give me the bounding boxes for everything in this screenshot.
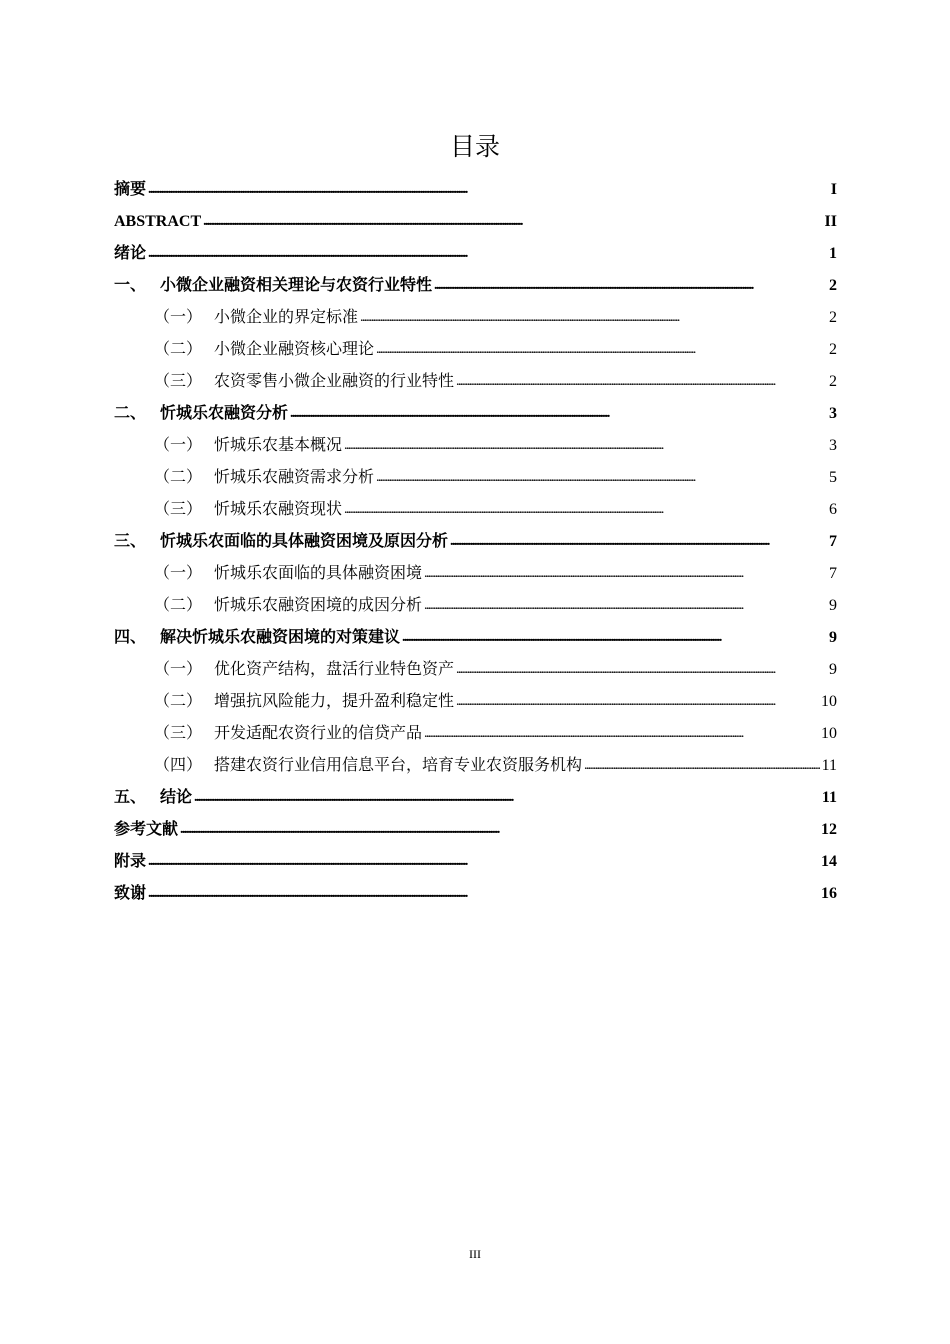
dot-leader: [424, 596, 827, 616]
toc-entry[interactable]: [114, 270, 837, 302]
toc-entry-page: 6: [829, 501, 837, 518]
toc-entry[interactable]: [114, 462, 837, 494]
toc-entry-number: （三）: [154, 373, 203, 390]
toc-entry-label: 摘要: [114, 181, 147, 198]
toc-entry[interactable]: [114, 526, 837, 558]
toc-entry[interactable]: [114, 654, 837, 686]
toc-entry-page: 2: [829, 309, 837, 326]
dot-leader: [434, 276, 827, 296]
toc-entry-label: 附录: [114, 853, 147, 870]
toc-entry-label: 结论: [160, 789, 193, 806]
toc-entry-number: （一）: [154, 309, 203, 326]
toc-entry-label: 忻城乐农融资需求分析: [214, 469, 375, 486]
toc-entry-label: 解决忻城乐农融资困境的对策建议: [160, 629, 401, 646]
toc-entry[interactable]: [114, 622, 837, 654]
toc-entry-page: I: [830, 181, 837, 198]
toc-entry-page: 9: [829, 661, 837, 678]
toc-entry-number: （二）: [154, 469, 203, 486]
page-title: 目录: [449, 131, 500, 161]
toc-entry[interactable]: [114, 718, 837, 750]
toc-entry-label: 增强抗风险能力，提升盈利稳定性: [214, 693, 455, 710]
toc-entry-label: 参考文献: [114, 821, 179, 838]
toc-entry[interactable]: [114, 590, 837, 622]
toc-entry[interactable]: [114, 814, 837, 846]
table-of-contents: [114, 174, 837, 910]
toc-entry[interactable]: [114, 558, 837, 590]
toc-entry-page: 2: [829, 341, 837, 358]
toc-entry-number: （一）: [154, 565, 203, 582]
toc-entry-number: （三）: [154, 501, 203, 518]
toc-entry-page: 11: [821, 789, 837, 806]
toc-entry-label: 忻城乐农面临的具体融资困境及原因分析: [160, 533, 449, 550]
toc-entry-label: 忻城乐农融资困境的成因分析: [214, 597, 423, 614]
toc-entry[interactable]: [114, 174, 837, 206]
toc-entry-number: 五、: [114, 789, 147, 806]
toc-entry-page: 3: [829, 437, 837, 454]
dot-leader: [456, 692, 819, 712]
dot-leader: [194, 788, 820, 808]
toc-entry-label: 绪论: [114, 245, 147, 262]
dot-leader: [456, 372, 827, 392]
dot-leader: [424, 724, 819, 744]
toc-entry-page: 2: [829, 277, 837, 294]
toc-entry[interactable]: [114, 238, 837, 270]
dot-leader: [360, 308, 827, 328]
dot-leader: [148, 884, 819, 904]
toc-entry-number: （二）: [154, 341, 203, 358]
toc-entry-number: （一）: [154, 661, 203, 678]
toc-entry[interactable]: [114, 494, 837, 526]
toc-entry-number: （一）: [154, 437, 203, 454]
dot-leader: [450, 532, 827, 552]
toc-entry-number: （二）: [154, 693, 203, 710]
toc-entry-label: 忻城乐农融资现状: [214, 501, 343, 518]
toc-entry[interactable]: [114, 366, 837, 398]
dot-leader: [203, 212, 822, 232]
toc-entry[interactable]: [114, 430, 837, 462]
toc-entry-page: 9: [829, 597, 837, 614]
toc-entry-page: II: [824, 213, 837, 230]
toc-entry[interactable]: [114, 302, 837, 334]
toc-entry-page: 10: [821, 693, 837, 710]
toc-entry-number: （三）: [154, 725, 203, 742]
toc-entry-page: 7: [829, 533, 837, 550]
dot-leader: [290, 404, 827, 424]
toc-entry-number: 一、: [114, 277, 147, 294]
dot-leader: [148, 852, 819, 872]
dot-leader: [148, 244, 827, 264]
toc-entry-label: 小微企业融资核心理论: [214, 341, 375, 358]
toc-entry-page: 2: [829, 373, 837, 390]
toc-entry-label: 优化资产结构，盘活行业特色资产: [214, 661, 455, 678]
dot-leader: [344, 500, 827, 520]
toc-entry-label: 小微企业融资相关理论与农资行业特性: [160, 277, 433, 294]
dot-leader: [148, 180, 829, 200]
toc-entry-number: 三、: [114, 533, 147, 550]
toc-entry-label: 忻城乐农基本概况: [214, 437, 343, 454]
toc-entry-number: （四）: [154, 757, 203, 774]
dot-leader: [344, 436, 827, 456]
toc-entry[interactable]: [114, 846, 837, 878]
toc-entry[interactable]: [114, 334, 837, 366]
toc-entry-page: 3: [829, 405, 837, 422]
toc-entry[interactable]: [114, 750, 837, 782]
dot-leader: [376, 468, 827, 488]
toc-entry[interactable]: [114, 782, 837, 814]
dot-leader: [456, 660, 827, 680]
toc-entry-label: 搭建农资行业信用信息平台，培育专业农资服务机构: [214, 757, 583, 774]
toc-entry-label: 农资零售小微企业融资的行业特性: [214, 373, 455, 390]
toc-entry-number: 二、: [114, 405, 147, 422]
toc-entry[interactable]: [114, 206, 837, 238]
toc-entry[interactable]: [114, 686, 837, 718]
toc-entry-label: 小微企业的界定标准: [214, 309, 359, 326]
dot-leader: [376, 340, 827, 360]
toc-entry-label: 忻城乐农融资分析: [160, 405, 289, 422]
dot-leader: [402, 628, 827, 648]
toc-entry-page: 1: [829, 245, 837, 262]
toc-entry-number: （二）: [154, 597, 203, 614]
toc-entry-label: 忻城乐农面临的具体融资困境: [214, 565, 423, 582]
dot-leader: [424, 564, 827, 584]
toc-entry-label: ABSTRACT: [114, 213, 202, 230]
dot-leader: [584, 756, 820, 776]
toc-entry-page: 12: [821, 821, 837, 838]
toc-entry-page: 10: [821, 725, 837, 742]
toc-entry-page: 7: [829, 565, 837, 582]
toc-entry-page: 14: [821, 853, 837, 870]
toc-entry-number: 四、: [114, 629, 147, 646]
toc-entry-page: 9: [829, 629, 837, 646]
toc-entry[interactable]: [114, 878, 837, 910]
toc-entry-page: 11: [821, 757, 837, 774]
toc-entry-page: 16: [821, 885, 837, 902]
toc-entry-label: 致谢: [114, 885, 147, 902]
toc-entry[interactable]: [114, 398, 837, 430]
page-number: III: [469, 1247, 481, 1261]
toc-entry-label: 开发适配农资行业的信贷产品: [214, 725, 423, 742]
dot-leader: [180, 820, 819, 840]
toc-entry-page: 5: [829, 469, 837, 486]
